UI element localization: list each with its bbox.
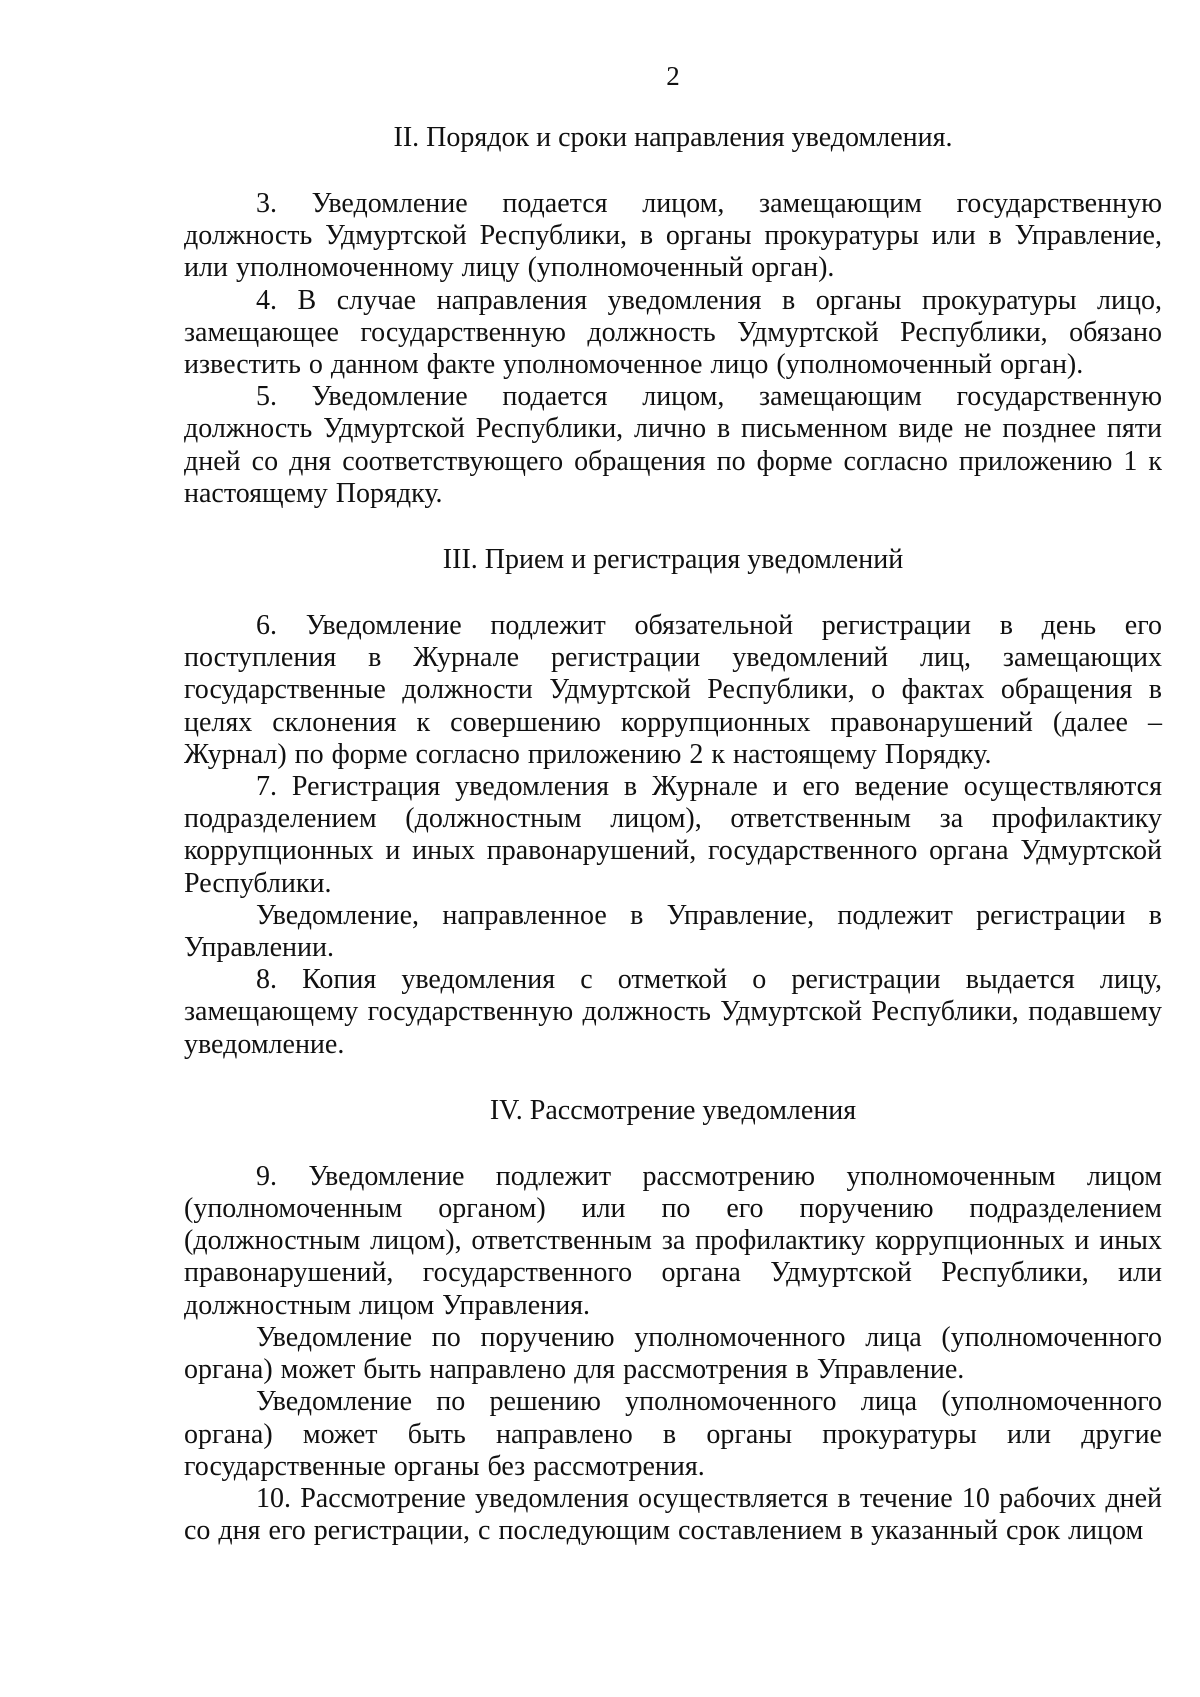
paragraph-8: 8. Копия уведомления с отметкой о регистрации выдается лицу, замещающему государственную должность Удмуртской Республики, подавшему уведомление. <box>184 964 1162 1060</box>
paragraph-9: 9. Уведомление подлежит рассмотрению уполномоченным лицом (уполномоченным органом) или по его поручению подразделением (должностным лицом), ответственным за профилактику коррупционных и иных правонарушений, государственного органа Удмуртской Республики, или должностным лицом Управления. <box>184 1160 1162 1321</box>
paragraph-5: 5. Уведомление подается лицом, замещающим государственную должность Удмуртской Республики, лично в письменном виде не позднее пяти дней со дня соответствующего обращения по форме согласно приложению 1 к настоящему Порядку. <box>184 381 1162 509</box>
section-4 <box>184 1095 1162 1547</box>
paragraph-10: 10. Рассмотрение уведомления осуществляется в течение 10 рабочих дней со дня его регистрации, с последующим составлением в указанный срок лицом <box>184 1482 1162 1547</box>
section-gap <box>184 510 1162 544</box>
page-number: 2 <box>666 61 680 91</box>
document-page <box>184 60 1162 1547</box>
section-title: II. Порядок и сроки направления уведомления. <box>393 122 953 153</box>
paragraph-9-continuation-a: Уведомление по поручению уполномоченного лица (уполномоченного органа) может быть направлено для рассмотрения в Управление. <box>184 1321 1162 1386</box>
section-title: III. Прием и регистрация уведомлений <box>442 544 904 576</box>
paragraph-7-continuation: Уведомление, направленное в Управление, подлежит регистрации в Управлении. <box>184 899 1162 964</box>
paragraph-7: 7. Регистрация уведомления в Журнале и его ведение осуществляются подразделением (должностным лицом), ответственным за профилактику коррупционных и иных правонарушений, государственного органа Удмуртской Республики. <box>184 771 1162 899</box>
section-3 <box>184 544 1162 1061</box>
paragraph-9-continuation-b: Уведомление по решению уполномоченного лица (уполномоченного органа) может быть направлено в органы прокуратуры или другие государственные органы без рассмотрения. <box>184 1386 1162 1482</box>
paragraph-4: 4. В случае направления уведомления в органы прокуратуры лицо, замещающее государственную должность Удмуртской Республики, обязано известить о данном факте уполномоченное лицо (уполномоченный орган). <box>184 284 1162 381</box>
section-title: IV. Рассмотрение уведомления <box>489 1094 857 1126</box>
section-gap <box>184 1061 1162 1095</box>
paragraph-6: 6. Уведомление подлежит обязательной регистрации в день его поступления в Журнале регистрации уведомлений лиц, замещающих государственные должности Удмуртской Республики, о фактах обращения в целях склонения к совершению коррупционных правонарушений (далее – Журнал) по форме согласно приложению 2 к настоящему Порядку. <box>184 610 1162 770</box>
paragraph-3: 3. Уведомление подается лицом, замещающим государственную должность Удмуртской Республики, в органы прокуратуры или в Управление, или уполномоченному лицу (уполномоченный орган). <box>184 188 1162 284</box>
section-2 <box>184 122 1162 510</box>
